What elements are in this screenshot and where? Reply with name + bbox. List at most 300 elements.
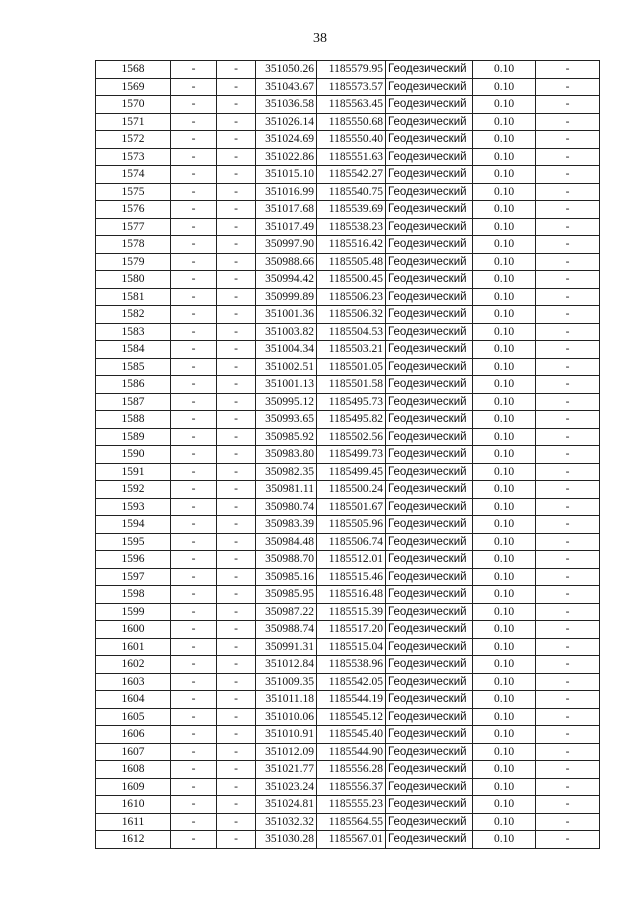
point-number-cell: 1589: [96, 428, 171, 446]
note-cell: -: [536, 656, 600, 674]
method-cell: Геодезический: [386, 358, 473, 376]
y-coordinate-cell: 1185517.20: [317, 621, 386, 639]
x-coordinate-cell: 350997.90: [256, 236, 317, 254]
point-number-cell: 1612: [96, 831, 171, 849]
dash-cell-1: -: [171, 166, 217, 184]
accuracy-cell: 0.10: [473, 498, 536, 516]
accuracy-cell: 0.10: [473, 271, 536, 289]
y-coordinate-cell: 1185550.68: [317, 113, 386, 131]
dash-cell-1: -: [171, 201, 217, 219]
accuracy-cell: 0.10: [473, 533, 536, 551]
note-cell: -: [536, 306, 600, 324]
note-cell: -: [536, 743, 600, 761]
dash-cell-1: -: [171, 411, 217, 429]
table-row: [96, 603, 600, 621]
dash-cell-1: -: [171, 726, 217, 744]
y-coordinate-cell: 1185573.57: [317, 78, 386, 96]
dash-cell-2: -: [217, 393, 256, 411]
y-coordinate-cell: 1185506.23: [317, 288, 386, 306]
accuracy-cell: 0.10: [473, 131, 536, 149]
table-row: [96, 691, 600, 709]
y-coordinate-cell: 1185499.73: [317, 446, 386, 464]
method-cell: Геодезический: [386, 96, 473, 114]
point-number-cell: 1605: [96, 708, 171, 726]
method-cell: Геодезический: [386, 166, 473, 184]
dash-cell-1: -: [171, 586, 217, 604]
y-coordinate-cell: 1185567.01: [317, 831, 386, 849]
accuracy-cell: 0.10: [473, 183, 536, 201]
method-cell: Геодезический: [386, 306, 473, 324]
note-cell: -: [536, 726, 600, 744]
accuracy-cell: 0.10: [473, 638, 536, 656]
dash-cell-1: -: [171, 446, 217, 464]
dash-cell-2: -: [217, 813, 256, 831]
method-cell: Геодезический: [386, 463, 473, 481]
method-cell: Геодезический: [386, 201, 473, 219]
table-row: [96, 551, 600, 569]
x-coordinate-cell: 351017.68: [256, 201, 317, 219]
table-row: [96, 411, 600, 429]
note-cell: -: [536, 131, 600, 149]
dash-cell-1: -: [171, 131, 217, 149]
x-coordinate-cell: 350983.39: [256, 516, 317, 534]
point-number-cell: 1593: [96, 498, 171, 516]
note-cell: -: [536, 603, 600, 621]
y-coordinate-cell: 1185501.05: [317, 358, 386, 376]
table-row: [96, 166, 600, 184]
x-coordinate-cell: 351026.14: [256, 113, 317, 131]
x-coordinate-cell: 350995.12: [256, 393, 317, 411]
point-number-cell: 1574: [96, 166, 171, 184]
x-coordinate-cell: 351009.35: [256, 673, 317, 691]
note-cell: -: [536, 166, 600, 184]
dash-cell-1: -: [171, 463, 217, 481]
y-coordinate-cell: 1185500.24: [317, 481, 386, 499]
dash-cell-2: -: [217, 96, 256, 114]
table-row: [96, 586, 600, 604]
table-row: [96, 131, 600, 149]
dash-cell-1: -: [171, 376, 217, 394]
y-coordinate-cell: 1185506.74: [317, 533, 386, 551]
point-number-cell: 1586: [96, 376, 171, 394]
table-body: [96, 61, 600, 849]
dash-cell-1: -: [171, 516, 217, 534]
method-cell: Геодезический: [386, 603, 473, 621]
accuracy-cell: 0.10: [473, 463, 536, 481]
method-cell: Геодезический: [386, 691, 473, 709]
y-coordinate-cell: 1185495.82: [317, 411, 386, 429]
y-coordinate-cell: 1185516.42: [317, 236, 386, 254]
x-coordinate-cell: 350983.80: [256, 446, 317, 464]
x-coordinate-cell: 350981.11: [256, 481, 317, 499]
y-coordinate-cell: 1185542.05: [317, 673, 386, 691]
dash-cell-2: -: [217, 446, 256, 464]
y-coordinate-cell: 1185542.27: [317, 166, 386, 184]
x-coordinate-cell: 350985.92: [256, 428, 317, 446]
x-coordinate-cell: 351030.28: [256, 831, 317, 849]
y-coordinate-cell: 1185512.01: [317, 551, 386, 569]
table-row: [96, 621, 600, 639]
coordinates-table: [95, 60, 600, 849]
note-cell: -: [536, 271, 600, 289]
accuracy-cell: 0.10: [473, 113, 536, 131]
x-coordinate-cell: 350988.66: [256, 253, 317, 271]
table-row: [96, 236, 600, 254]
dash-cell-2: -: [217, 498, 256, 516]
note-cell: -: [536, 96, 600, 114]
point-number-cell: 1603: [96, 673, 171, 691]
point-number-cell: 1590: [96, 446, 171, 464]
dash-cell-1: -: [171, 533, 217, 551]
dash-cell-1: -: [171, 498, 217, 516]
dash-cell-1: -: [171, 183, 217, 201]
method-cell: Геодезический: [386, 743, 473, 761]
dash-cell-1: -: [171, 253, 217, 271]
accuracy-cell: 0.10: [473, 796, 536, 814]
method-cell: Геодезический: [386, 218, 473, 236]
table-row: [96, 428, 600, 446]
table-row: [96, 306, 600, 324]
dash-cell-1: -: [171, 568, 217, 586]
accuracy-cell: 0.10: [473, 306, 536, 324]
table-row: [96, 638, 600, 656]
method-cell: Геодезический: [386, 813, 473, 831]
x-coordinate-cell: 350984.48: [256, 533, 317, 551]
accuracy-cell: 0.10: [473, 673, 536, 691]
table-row: [96, 498, 600, 516]
accuracy-cell: 0.10: [473, 551, 536, 569]
point-number-cell: 1610: [96, 796, 171, 814]
y-coordinate-cell: 1185563.45: [317, 96, 386, 114]
dash-cell-2: -: [217, 603, 256, 621]
dash-cell-2: -: [217, 306, 256, 324]
note-cell: -: [536, 621, 600, 639]
dash-cell-1: -: [171, 341, 217, 359]
accuracy-cell: 0.10: [473, 446, 536, 464]
point-number-cell: 1609: [96, 778, 171, 796]
method-cell: Геодезический: [386, 761, 473, 779]
dash-cell-2: -: [217, 761, 256, 779]
accuracy-cell: 0.10: [473, 253, 536, 271]
note-cell: -: [536, 463, 600, 481]
dash-cell-1: -: [171, 306, 217, 324]
method-cell: Геодезический: [386, 796, 473, 814]
table-row: [96, 393, 600, 411]
x-coordinate-cell: 350985.16: [256, 568, 317, 586]
y-coordinate-cell: 1185502.56: [317, 428, 386, 446]
note-cell: -: [536, 831, 600, 849]
dash-cell-1: -: [171, 481, 217, 499]
point-number-cell: 1606: [96, 726, 171, 744]
note-cell: -: [536, 341, 600, 359]
point-number-cell: 1577: [96, 218, 171, 236]
dash-cell-1: -: [171, 796, 217, 814]
point-number-cell: 1569: [96, 78, 171, 96]
method-cell: Геодезический: [386, 393, 473, 411]
point-number-cell: 1588: [96, 411, 171, 429]
point-number-cell: 1572: [96, 131, 171, 149]
note-cell: -: [536, 148, 600, 166]
table-row: [96, 218, 600, 236]
dash-cell-1: -: [171, 113, 217, 131]
table-row: [96, 796, 600, 814]
method-cell: Геодезический: [386, 831, 473, 849]
x-coordinate-cell: 351050.26: [256, 61, 317, 79]
table-row: [96, 148, 600, 166]
x-coordinate-cell: 350982.35: [256, 463, 317, 481]
method-cell: Геодезический: [386, 726, 473, 744]
x-coordinate-cell: 350980.74: [256, 498, 317, 516]
method-cell: Геодезический: [386, 236, 473, 254]
dash-cell-2: -: [217, 568, 256, 586]
accuracy-cell: 0.10: [473, 323, 536, 341]
dash-cell-2: -: [217, 551, 256, 569]
point-number-cell: 1602: [96, 656, 171, 674]
point-number-cell: 1570: [96, 96, 171, 114]
x-coordinate-cell: 351036.58: [256, 96, 317, 114]
point-number-cell: 1596: [96, 551, 171, 569]
dash-cell-1: -: [171, 288, 217, 306]
dash-cell-2: -: [217, 148, 256, 166]
method-cell: Геодезический: [386, 411, 473, 429]
point-number-cell: 1599: [96, 603, 171, 621]
x-coordinate-cell: 351001.36: [256, 306, 317, 324]
point-number-cell: 1568: [96, 61, 171, 79]
x-coordinate-cell: 351024.81: [256, 796, 317, 814]
y-coordinate-cell: 1185500.45: [317, 271, 386, 289]
y-coordinate-cell: 1185515.46: [317, 568, 386, 586]
dash-cell-2: -: [217, 656, 256, 674]
dash-cell-2: -: [217, 271, 256, 289]
table-row: [96, 708, 600, 726]
point-number-cell: 1576: [96, 201, 171, 219]
method-cell: Геодезический: [386, 61, 473, 79]
table-row: [96, 831, 600, 849]
x-coordinate-cell: 351012.84: [256, 656, 317, 674]
page-number: 38: [313, 31, 327, 46]
accuracy-cell: 0.10: [473, 358, 536, 376]
note-cell: -: [536, 568, 600, 586]
accuracy-cell: 0.10: [473, 831, 536, 849]
method-cell: Геодезический: [386, 446, 473, 464]
y-coordinate-cell: 1185545.40: [317, 726, 386, 744]
point-number-cell: 1591: [96, 463, 171, 481]
x-coordinate-cell: 351010.06: [256, 708, 317, 726]
dash-cell-1: -: [171, 236, 217, 254]
x-coordinate-cell: 351002.51: [256, 358, 317, 376]
y-coordinate-cell: 1185550.40: [317, 131, 386, 149]
method-cell: Геодезический: [386, 113, 473, 131]
dash-cell-2: -: [217, 358, 256, 376]
dash-cell-1: -: [171, 428, 217, 446]
dash-cell-2: -: [217, 533, 256, 551]
accuracy-cell: 0.10: [473, 288, 536, 306]
note-cell: -: [536, 113, 600, 131]
accuracy-cell: 0.10: [473, 411, 536, 429]
y-coordinate-cell: 1185501.67: [317, 498, 386, 516]
x-coordinate-cell: 351024.69: [256, 131, 317, 149]
x-coordinate-cell: 350985.95: [256, 586, 317, 604]
dash-cell-2: -: [217, 201, 256, 219]
accuracy-cell: 0.10: [473, 376, 536, 394]
point-number-cell: 1611: [96, 813, 171, 831]
table-row: [96, 778, 600, 796]
y-coordinate-cell: 1185539.69: [317, 201, 386, 219]
dash-cell-2: -: [217, 586, 256, 604]
point-number-cell: 1597: [96, 568, 171, 586]
note-cell: -: [536, 481, 600, 499]
accuracy-cell: 0.10: [473, 621, 536, 639]
x-coordinate-cell: 351043.67: [256, 78, 317, 96]
note-cell: -: [536, 533, 600, 551]
accuracy-cell: 0.10: [473, 708, 536, 726]
note-cell: -: [536, 236, 600, 254]
method-cell: Геодезический: [386, 533, 473, 551]
method-cell: Геодезический: [386, 481, 473, 499]
table-row: [96, 376, 600, 394]
accuracy-cell: 0.10: [473, 656, 536, 674]
note-cell: -: [536, 638, 600, 656]
table-row: [96, 726, 600, 744]
y-coordinate-cell: 1185555.23: [317, 796, 386, 814]
y-coordinate-cell: 1185579.95: [317, 61, 386, 79]
dash-cell-2: -: [217, 61, 256, 79]
dash-cell-1: -: [171, 61, 217, 79]
method-cell: Геодезический: [386, 673, 473, 691]
x-coordinate-cell: 351012.09: [256, 743, 317, 761]
dash-cell-2: -: [217, 428, 256, 446]
table-row: [96, 463, 600, 481]
dash-cell-1: -: [171, 96, 217, 114]
dash-cell-1: -: [171, 638, 217, 656]
y-coordinate-cell: 1185499.45: [317, 463, 386, 481]
accuracy-cell: 0.10: [473, 78, 536, 96]
table-row: [96, 323, 600, 341]
y-coordinate-cell: 1185556.28: [317, 761, 386, 779]
method-cell: Геодезический: [386, 568, 473, 586]
dash-cell-1: -: [171, 656, 217, 674]
point-number-cell: 1571: [96, 113, 171, 131]
accuracy-cell: 0.10: [473, 586, 536, 604]
dash-cell-2: -: [217, 236, 256, 254]
table-row: [96, 358, 600, 376]
note-cell: -: [536, 498, 600, 516]
dash-cell-2: -: [217, 411, 256, 429]
table-row: [96, 113, 600, 131]
dash-cell-1: -: [171, 743, 217, 761]
method-cell: Геодезический: [386, 376, 473, 394]
method-cell: Геодезический: [386, 551, 473, 569]
x-coordinate-cell: 351001.13: [256, 376, 317, 394]
accuracy-cell: 0.10: [473, 761, 536, 779]
y-coordinate-cell: 1185504.53: [317, 323, 386, 341]
point-number-cell: 1584: [96, 341, 171, 359]
method-cell: Геодезический: [386, 131, 473, 149]
dash-cell-1: -: [171, 148, 217, 166]
y-coordinate-cell: 1185538.96: [317, 656, 386, 674]
x-coordinate-cell: 350988.70: [256, 551, 317, 569]
x-coordinate-cell: 351011.18: [256, 691, 317, 709]
x-coordinate-cell: 351017.49: [256, 218, 317, 236]
point-number-cell: 1594: [96, 516, 171, 534]
point-number-cell: 1579: [96, 253, 171, 271]
accuracy-cell: 0.10: [473, 341, 536, 359]
dash-cell-2: -: [217, 796, 256, 814]
point-number-cell: 1583: [96, 323, 171, 341]
point-number-cell: 1607: [96, 743, 171, 761]
note-cell: -: [536, 288, 600, 306]
x-coordinate-cell: 350999.89: [256, 288, 317, 306]
note-cell: -: [536, 796, 600, 814]
x-coordinate-cell: 350994.42: [256, 271, 317, 289]
table-row: [96, 743, 600, 761]
point-number-cell: 1600: [96, 621, 171, 639]
note-cell: -: [536, 813, 600, 831]
point-number-cell: 1582: [96, 306, 171, 324]
method-cell: Геодезический: [386, 183, 473, 201]
table-row: [96, 533, 600, 551]
point-number-cell: 1608: [96, 761, 171, 779]
table-row: [96, 78, 600, 96]
point-number-cell: 1581: [96, 288, 171, 306]
x-coordinate-cell: 351032.32: [256, 813, 317, 831]
y-coordinate-cell: 1185505.96: [317, 516, 386, 534]
table-row: [96, 341, 600, 359]
accuracy-cell: 0.10: [473, 568, 536, 586]
accuracy-cell: 0.10: [473, 236, 536, 254]
dash-cell-1: -: [171, 673, 217, 691]
x-coordinate-cell: 351004.34: [256, 341, 317, 359]
method-cell: Геодезический: [386, 621, 473, 639]
dash-cell-2: -: [217, 131, 256, 149]
method-cell: Геодезический: [386, 428, 473, 446]
point-number-cell: 1604: [96, 691, 171, 709]
dash-cell-2: -: [217, 691, 256, 709]
note-cell: -: [536, 761, 600, 779]
accuracy-cell: 0.10: [473, 691, 536, 709]
x-coordinate-cell: 350988.74: [256, 621, 317, 639]
dash-cell-2: -: [217, 323, 256, 341]
table-row: [96, 96, 600, 114]
point-number-cell: 1587: [96, 393, 171, 411]
dash-cell-1: -: [171, 831, 217, 849]
y-coordinate-cell: 1185556.37: [317, 778, 386, 796]
dash-cell-2: -: [217, 708, 256, 726]
accuracy-cell: 0.10: [473, 778, 536, 796]
dash-cell-2: -: [217, 481, 256, 499]
accuracy-cell: 0.10: [473, 393, 536, 411]
accuracy-cell: 0.10: [473, 96, 536, 114]
accuracy-cell: 0.10: [473, 516, 536, 534]
method-cell: Геодезический: [386, 253, 473, 271]
dash-cell-1: -: [171, 778, 217, 796]
note-cell: -: [536, 778, 600, 796]
note-cell: -: [536, 323, 600, 341]
table-row: [96, 288, 600, 306]
y-coordinate-cell: 1185545.12: [317, 708, 386, 726]
dash-cell-2: -: [217, 638, 256, 656]
table-row: [96, 656, 600, 674]
point-number-cell: 1573: [96, 148, 171, 166]
table-row: [96, 201, 600, 219]
note-cell: -: [536, 516, 600, 534]
note-cell: -: [536, 78, 600, 96]
note-cell: -: [536, 691, 600, 709]
point-number-cell: 1601: [96, 638, 171, 656]
table-row: [96, 253, 600, 271]
note-cell: -: [536, 201, 600, 219]
dash-cell-2: -: [217, 516, 256, 534]
